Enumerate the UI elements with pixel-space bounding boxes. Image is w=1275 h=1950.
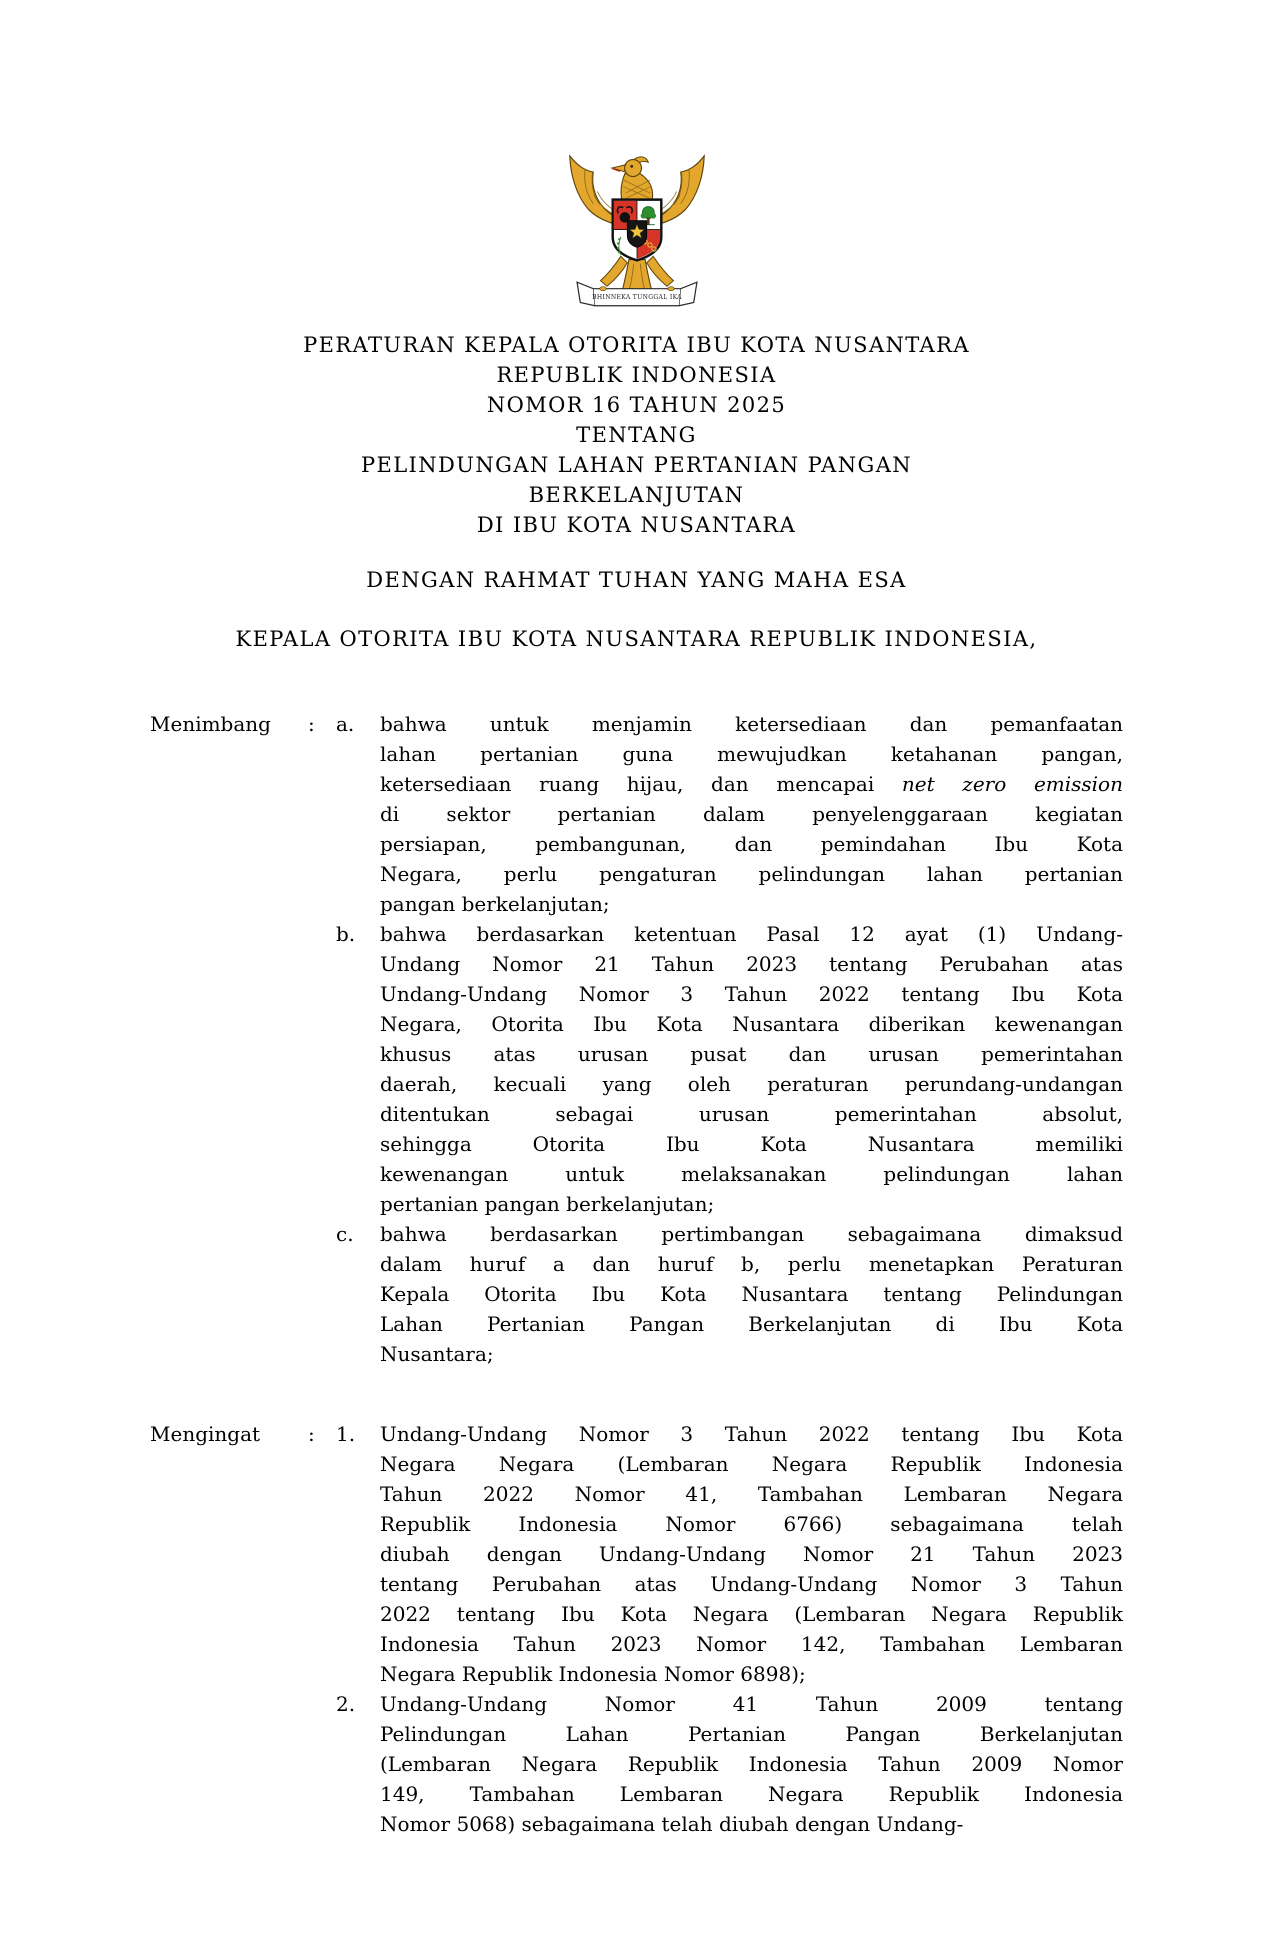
paragraph-line: Undang-Undang Nomor 3 Tahun 2022 tentang Ibu Kota [380, 982, 1123, 1006]
paragraph-line: Lahan Pertanian Pangan Berkelanjutan di Ibu Kota [380, 1312, 1123, 1336]
section-label: Menimbang [150, 712, 271, 736]
paragraph-line: bahwa berdasarkan ketentuan Pasal 12 ayat (1) Undang- [380, 922, 1123, 946]
paragraph-line: tentang Perubahan atas Undang-Undang Nomor 3 Tahun [380, 1572, 1123, 1596]
paragraph-line: pangan berkelanjutan; [380, 892, 610, 916]
list-item [336, 1689, 1123, 1839]
paragraph-line: (Lembaran Negara Republik Indonesia Tahun 2009 Nomor [380, 1752, 1123, 1776]
paragraph-line: Kepala Otorita Ibu Kota Nusantara tentang Pelindungan [380, 1282, 1123, 1306]
paragraph-line: di sektor pertanian dalam penyelenggaraan kegiatan [380, 802, 1123, 826]
garuda-pancasila-icon [556, 146, 718, 318]
paragraph-line: Negara Republik Indonesia Nomor 6898); [380, 1662, 806, 1686]
list-item [336, 709, 1123, 919]
paragraph-line: bahwa untuk menjamin ketersediaan dan pemanfaatan [380, 712, 1123, 736]
authority-line: KEPALA OTORITA IBU KOTA NUSANTARA REPUBLIK INDONESIA, [235, 627, 1038, 651]
garuda-pancasila-emblem [556, 146, 718, 318]
paragraph-line: Negara Negara (Lembaran Negara Republik Indonesia [380, 1452, 1123, 1476]
title-line: BERKELANJUTAN [528, 483, 745, 507]
list-item [336, 1219, 1123, 1369]
paragraph-line: ditentukan sebagai urusan pemerintahan absolut, [380, 1102, 1123, 1126]
paragraph-line: bahwa berdasarkan pertimbangan sebagaimana dimaksud [380, 1222, 1123, 1246]
paragraph-line: dalam huruf a dan huruf b, perlu menetapkan Peraturan [380, 1252, 1123, 1276]
paragraph-line: Indonesia Tahun 2023 Nomor 142, Tambahan Lembaran [380, 1632, 1123, 1656]
section-separator: : [308, 712, 315, 736]
paragraph-line: Negara, perlu pengaturan pelindungan lahan pertanian [380, 862, 1123, 886]
item-marker: c. [336, 1222, 354, 1246]
paragraph-line: Tahun 2022 Nomor 41, Tambahan Lembaran Negara [380, 1482, 1123, 1506]
paragraph-line: Negara, Otorita Ibu Kota Nusantara diberikan kewenangan [380, 1012, 1123, 1036]
paragraph-line: 2022 tentang Ibu Kota Negara (Lembaran Negara Republik [380, 1602, 1123, 1626]
title-line: NOMOR 16 TAHUN 2025 [486, 393, 787, 417]
paragraph-line: pertanian pangan berkelanjutan; [380, 1192, 715, 1216]
section-label: Mengingat [150, 1422, 261, 1446]
paragraph-line: lahan pertanian guna mewujudkan ketahanan pangan, [380, 742, 1123, 766]
paragraph-line: khusus atas urusan pusat dan urusan pemerintahan [380, 1042, 1123, 1066]
section-menimbang [150, 709, 1123, 1369]
list-item [336, 1419, 1123, 1689]
italic-phrase: net zero emission [901, 772, 1123, 796]
paragraph-line: Nusantara; [380, 1342, 494, 1366]
paragraph-line: diubah dengan Undang-Undang Nomor 21 Tahun 2023 [380, 1542, 1123, 1566]
emblem-motto: BHINNEKA TUNGGAL IKA [591, 294, 682, 302]
document-title [150, 330, 1123, 540]
paragraph-line: Undang Nomor 21 Tahun 2023 tentang Perubahan atas [380, 952, 1123, 976]
title-line: DI IBU KOTA NUSANTARA [476, 513, 797, 537]
paragraph-line: Nomor 5068) sebagaimana telah diubah dengan Undang- [380, 1812, 964, 1836]
paragraph-line: Undang-Undang Nomor 3 Tahun 2022 tentang Ibu Kota [380, 1422, 1123, 1446]
list-item [336, 919, 1123, 1219]
section-separator: : [308, 1422, 315, 1446]
paragraph-line: daerah, kecuali yang oleh peraturan perundang-undangan [380, 1072, 1123, 1096]
item-marker: b. [336, 922, 356, 946]
item-marker: a. [336, 712, 355, 736]
title-line: REPUBLIK INDONESIA [496, 363, 777, 387]
paragraph-line: ketersediaan ruang hijau, dan mencapai net zero emission [380, 772, 1123, 796]
title-line: PERATURAN KEPALA OTORITA IBU KOTA NUSANTARA [303, 333, 970, 357]
item-marker: 2. [336, 1692, 356, 1716]
paragraph-line: persiapan, pembangunan, dan pemindahan Ibu Kota [380, 832, 1123, 856]
paragraph-line: sehingga Otorita Ibu Kota Nusantara memiliki [380, 1132, 1123, 1156]
title-line: PELINDUNGAN LAHAN PERTANIAN PANGAN [360, 453, 913, 477]
paragraph-line: Republik Indonesia Nomor 6766) sebagaimana telah [380, 1512, 1123, 1536]
paragraph-line: Pelindungan Lahan Pertanian Pangan Berkelanjutan [380, 1722, 1123, 1746]
title-line: TENTANG [576, 423, 697, 447]
section-mengingat [150, 1419, 1123, 1839]
paragraph-line: kewenangan untuk melaksanakan pelindungan lahan [380, 1162, 1123, 1186]
paragraph-line: 149, Tambahan Lembaran Negara Republik Indonesia [380, 1782, 1123, 1806]
invocation-line: DENGAN RAHMAT TUHAN YANG MAHA ESA [366, 568, 907, 592]
item-marker: 1. [336, 1422, 356, 1446]
paragraph-line: Undang-Undang Nomor 41 Tahun 2009 tentang [380, 1692, 1123, 1716]
